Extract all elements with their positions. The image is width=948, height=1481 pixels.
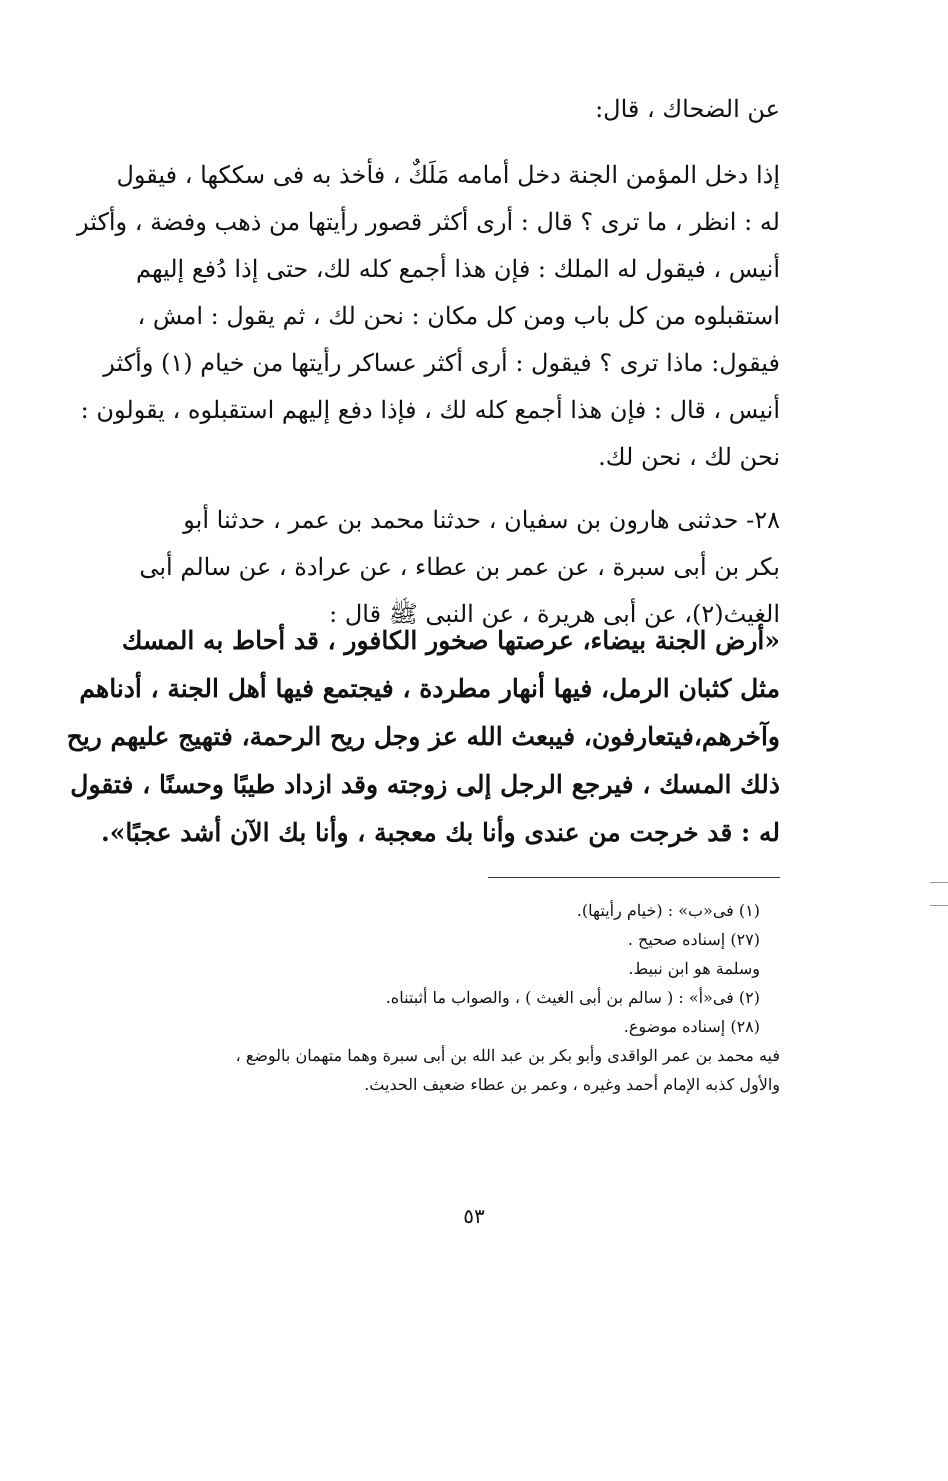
margin-scan-mark: [930, 905, 948, 906]
footnote-line: (٢٨) إسناده موضوع.: [623, 1017, 760, 1036]
paragraph-line: الغيث(٢)، عن أبى هريرة ، عن النبى ﷺ قال :: [329, 600, 780, 628]
hadith-line: «أرض الجنة بيضاء، عرصتها صخور الكافور ، قد أحاط به المسك: [121, 626, 780, 655]
hadith-line: ذلك المسك ، فيرجع الرجل إلى زوجته وقد ازداد طيبًا وحسنًا ، فتقول: [70, 770, 780, 799]
paragraph-line: استقبلوه من كل باب ومن كل مكان : نحن لك ، ثم يقول : امش ،: [137, 302, 780, 330]
intro-line: [60, 86, 780, 133]
footnote-line: (٢) فى«أ» : ( سالم بن أبى الغيث ) ، والصواب ما أثبتناه.: [385, 988, 760, 1007]
narration-paragraph: [60, 152, 780, 481]
hadith-text: [60, 617, 780, 857]
hadith-line: له : قد خرجت من عندى وأنا بك معجبة ، وأنا بك الآن أشد عجبًا».: [101, 818, 780, 847]
intro-text: عن الضحاك ، قال:: [595, 95, 780, 123]
footnote-line: (٢٧) إسناده صحيح .: [627, 930, 760, 949]
paragraph-line: إذا دخل المؤمن الجنة دخل أمامه مَلَكٌ ، فأخذ به فى سككها ، فيقول: [116, 161, 780, 189]
footnote-line: والأول كذبه الإمام أحمد وغيره ، وعمر بن عطاء ضعيف الحديث.: [364, 1075, 780, 1094]
hadith-line: مثل كثبان الرمل، فيها أنهار مطردة ، فيجتمع فيها أهل الجنة ، أدناهم: [79, 674, 780, 703]
page-number: ٥٣: [463, 1204, 485, 1228]
footnote-line: فيه محمد بن عمر الواقدى وأبو بكر بن عبد الله بن أبى سبرة وهما متهمان بالوضع ،: [235, 1046, 780, 1065]
footnotes: [60, 896, 780, 1099]
footnote-line: (١) فى«ب» : (خيام رأيتها).: [576, 901, 760, 920]
paragraph-line: فيقول: ماذا ترى ؟ فيقول : أرى أكثر عساكر رأيتها من خيام (١) وأكثر: [103, 349, 780, 377]
margin-scan-mark: [930, 882, 948, 883]
footnote-separator: [488, 877, 780, 878]
paragraph-line: أنيس ، فيقول له الملك : فإن هذا أجمع كله لك، حتى إذا دُفع إليهم: [135, 255, 780, 283]
paragraph-line: بكر بن أبى سبرة ، عن عمر بن عطاء ، عن عرادة ، عن سالم أبى: [139, 553, 780, 581]
paragraph-line: له : انظر ، ما ترى ؟ قال : أرى أكثر قصور رأيتها من ذهب وفضة ، وأكثر: [76, 208, 780, 236]
hadith-line: وآخرهم،فيتعارفون، فيبعث الله عز وجل ريح الرحمة، فتهيج عليهم ريح: [66, 722, 780, 751]
footnote-line: وسلمة هو ابن نبيط.: [628, 959, 760, 978]
paragraph-line: نحن لك ، نحن لك.: [598, 443, 780, 471]
paragraph-line: أنيس ، قال : فإن هذا أجمع كله لك ، فإذا دفع إليهم استقبلوه ، يقولون :: [80, 396, 780, 424]
paragraph-line: ٢٨- حدثنى هارون بن سفيان ، حدثنا محمد بن عمر ، حدثنا أبو: [183, 506, 780, 534]
